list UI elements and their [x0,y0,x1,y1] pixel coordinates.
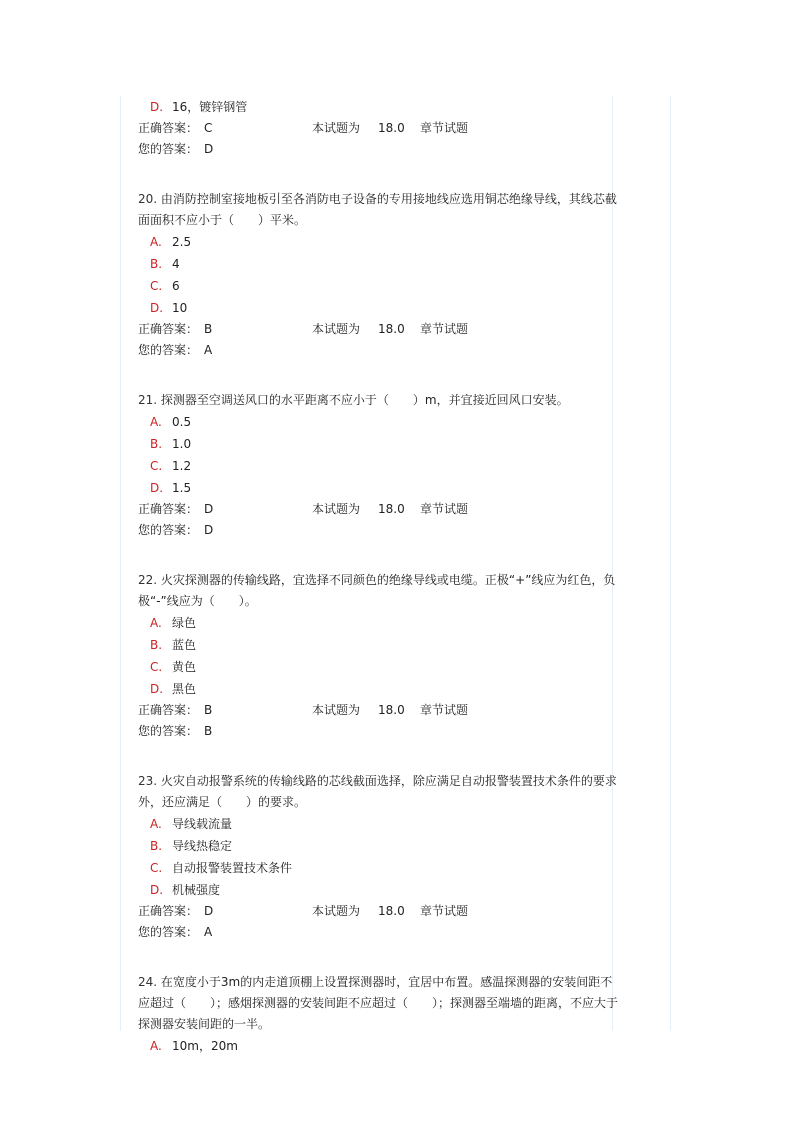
option-a[interactable] [138,813,618,835]
option-letter: A. [150,1039,162,1053]
correct-answer-row [138,319,618,340]
question-stem [138,189,618,231]
option-b[interactable] [138,253,618,275]
option-b[interactable] [138,433,618,455]
option-letter: B. [150,257,163,271]
option-text: 1.5 [172,481,192,495]
option-letter: B. [150,638,163,652]
question-text: 在宽度小于3m的内走道顶棚上设置探测器时，宜居中布置。感温探测器的安装间距不应超过（ ）；感烟探测器的安装间距不应超过（ ）；探测器至端墙的距离，不应大于探测器安装间距的一半。 [138,975,619,1031]
question-fragment [138,96,618,160]
option-text: 导线热稳定 [172,839,233,853]
option-c[interactable] [138,275,618,297]
score-value: 18.0 [378,904,405,918]
correct-answer-label: 正确答案： [138,502,199,516]
option-letter: B. [150,839,163,853]
question-kind: 章节试题 [420,502,469,516]
your-answer-value: B [204,724,213,738]
option-b[interactable] [138,835,618,857]
option-b[interactable] [138,634,618,656]
option-text: 导线载流量 [172,817,233,831]
your-answer-label: 您的答案： [138,523,199,537]
score-label: 本试题为 [312,322,361,336]
question-number: 21. [138,393,158,407]
score-value: 18.0 [378,703,405,717]
score-label: 本试题为 [312,703,361,717]
option-text: 黑色 [172,682,197,696]
your-answer-label: 您的答案： [138,142,199,156]
option-letter: C. [150,861,163,875]
question-stem [138,390,618,411]
question-number: 23. [138,774,158,788]
score-label: 本试题为 [312,904,361,918]
question-stem [138,771,618,813]
option-letter: B. [150,437,163,451]
option-a[interactable] [138,231,618,253]
score-label: 本试题为 [312,121,361,135]
option-letter: D. [150,682,164,696]
option-c[interactable] [138,455,618,477]
correct-answer-value: D [204,502,214,516]
correct-answer-row [138,118,618,139]
correct-answer-value: C [204,121,213,135]
option-a[interactable] [138,411,618,433]
option-text: 10 [172,301,188,315]
question-24 [138,972,618,1057]
option-text: 10m，20m [172,1039,238,1053]
correct-answer-label: 正确答案： [138,322,199,336]
option-letter: D. [150,481,164,495]
option-text: 蓝色 [172,638,197,652]
option-d[interactable] [138,96,618,118]
option-a[interactable] [138,612,618,634]
option-text: 绿色 [172,616,197,630]
correct-answer-row [138,700,618,721]
correct-answer-label: 正确答案： [138,703,199,717]
question-21 [138,390,618,541]
option-letter: A. [150,817,162,831]
your-answer-row [138,139,618,160]
option-letter: A. [150,616,162,630]
question-kind: 章节试题 [420,703,469,717]
correct-answer-value: B [204,322,213,336]
question-23 [138,771,618,943]
option-a[interactable] [138,1035,618,1057]
score-label: 本试题为 [312,502,361,516]
option-text: 1.0 [172,437,192,451]
question-number: 22. [138,573,158,587]
score-value: 18.0 [378,502,405,516]
your-answer-value: A [204,925,213,939]
question-list [138,96,618,1057]
question-kind: 章节试题 [420,322,469,336]
option-text: 自动报警装置技术条件 [172,861,293,875]
option-text: 16，镀锌钢管 [172,100,248,114]
option-letter: D. [150,100,164,114]
option-letter: C. [150,279,163,293]
your-answer-label: 您的答案： [138,925,199,939]
option-letter: C. [150,660,163,674]
correct-answer-row [138,499,618,520]
option-text: 0.5 [172,415,192,429]
question-kind: 章节试题 [420,904,469,918]
option-d[interactable] [138,678,618,700]
option-c[interactable] [138,857,618,879]
option-text: 1.2 [172,459,192,473]
score-value: 18.0 [378,121,405,135]
option-letter: D. [150,301,164,315]
your-answer-row [138,922,618,943]
question-text: 由消防控制室接地板引至各消防电子设备的专用接地线应选用铜芯绝缘导线，其线芯截面面积不应小于（ ）平米。 [138,192,617,227]
question-number: 20. [138,192,158,206]
outer-right-border-line [670,96,671,1031]
option-d[interactable] [138,477,618,499]
option-d[interactable] [138,879,618,901]
question-20 [138,189,618,361]
option-c[interactable] [138,656,618,678]
correct-answer-value: B [204,703,213,717]
correct-answer-value: D [204,904,214,918]
your-answer-label: 您的答案： [138,724,199,738]
your-answer-label: 您的答案： [138,343,199,357]
option-letter: C. [150,459,163,473]
question-stem [138,570,618,612]
your-answer-row [138,340,618,361]
correct-answer-label: 正确答案： [138,904,199,918]
option-letter: A. [150,415,162,429]
question-text: 火灾自动报警系统的传输线路的芯线截面选择，除应满足自动报警装置技术条件的要求外，还应满足（ ）的要求。 [138,774,617,809]
option-text: 2.5 [172,235,192,249]
question-text: 火灾探测器的传输线路，宜选择不同颜色的绝缘导线或电缆。正极“+”线应为红色，负极“-”线应为（ ）。 [138,573,616,608]
left-border-line [120,96,121,1031]
question-number: 24. [138,975,158,989]
your-answer-value: D [204,523,214,537]
your-answer-row [138,721,618,742]
correct-answer-label: 正确答案： [138,121,199,135]
your-answer-value: D [204,142,214,156]
your-answer-value: A [204,343,213,357]
option-text: 6 [172,279,180,293]
option-text: 4 [172,257,180,271]
question-kind: 章节试题 [420,121,469,135]
option-text: 机械强度 [172,883,221,897]
question-22 [138,570,618,742]
question-stem [138,972,618,1035]
option-text: 黄色 [172,660,197,674]
option-d[interactable] [138,297,618,319]
option-letter: A. [150,235,162,249]
question-text: 探测器至空调送风口的水平距离不应小于（ ）m，并宜接近回风口安装。 [160,393,569,407]
score-value: 18.0 [378,322,405,336]
your-answer-row [138,520,618,541]
correct-answer-row [138,901,618,922]
option-letter: D. [150,883,164,897]
